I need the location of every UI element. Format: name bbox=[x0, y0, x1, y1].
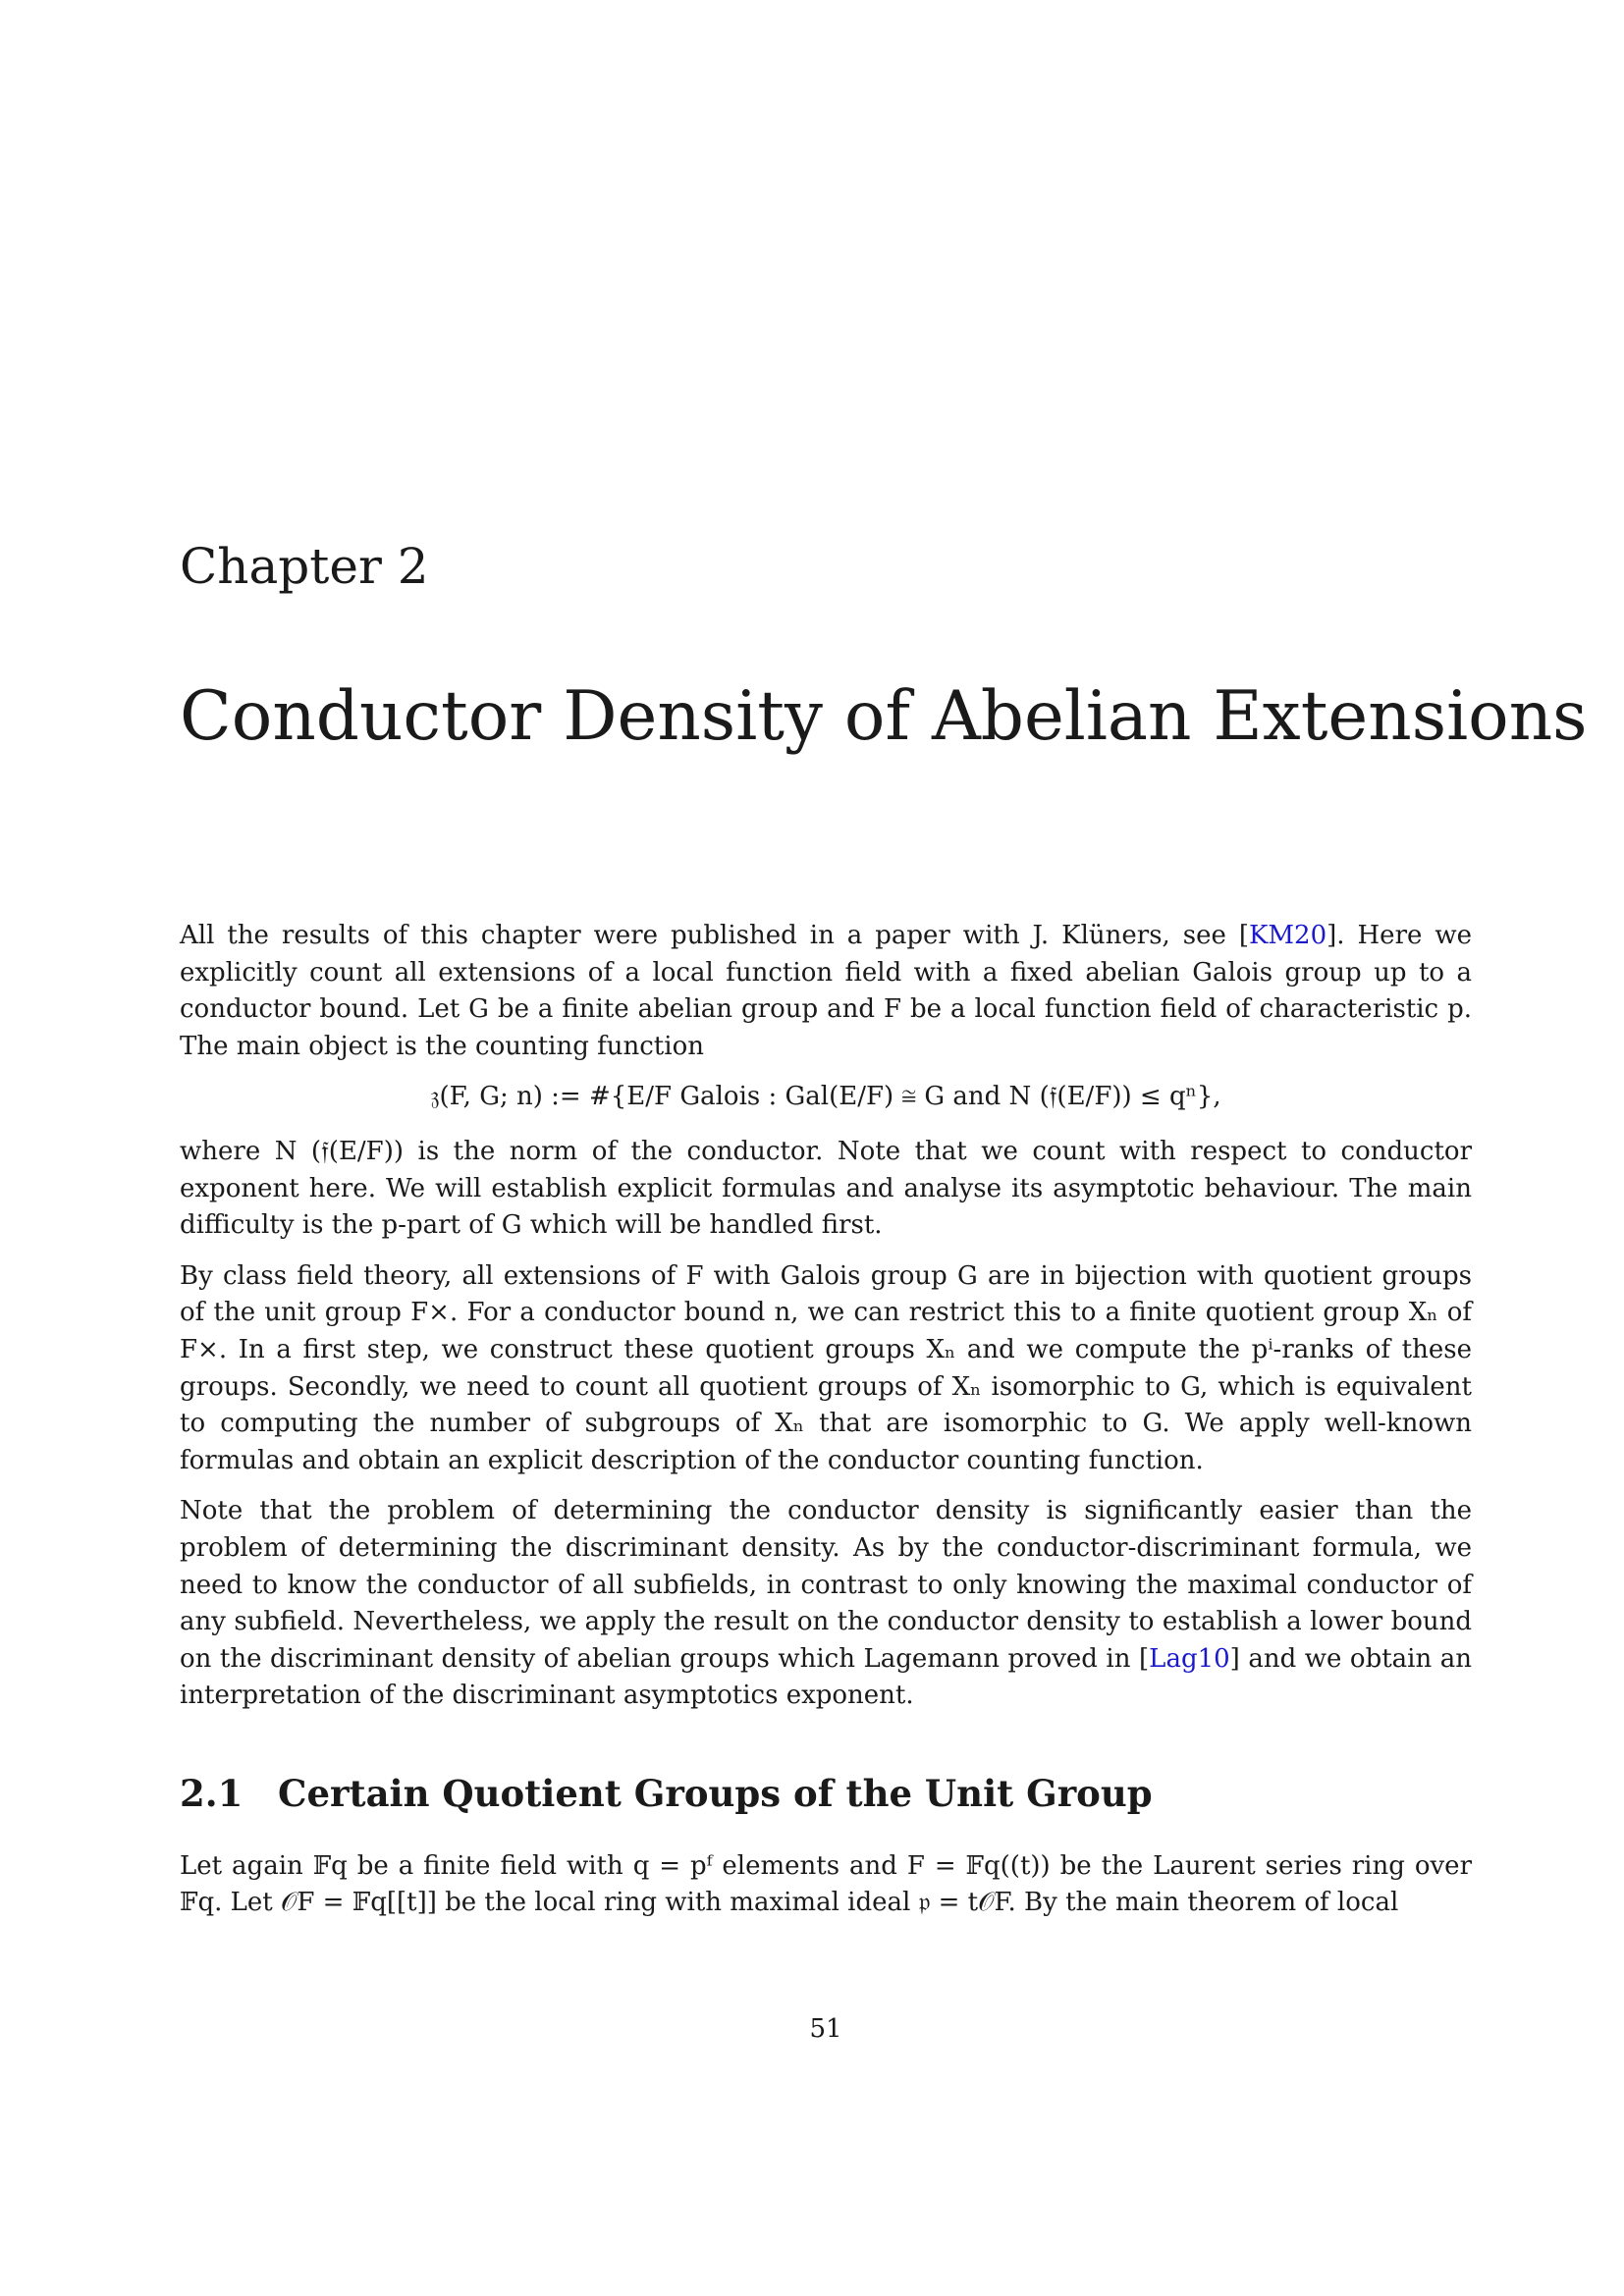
intro-p4-part-a: Note that the problem of determining the conductor density is significantly easier than the problem of determining the discriminant density. As by the conductor-discriminant formula, we need to know the conductor of all subfields, in contrast to only knowing the maximal conductor of any subfield. Nevertheless, we apply the result on the conductor density to establish a lower bound on the discriminant density of abelian groups which Lagemann proved in [ bbox=[180, 1496, 1472, 1674]
counting-function-formula: 𝔷(F, G; n) := #{E/F Galois : Gal(E/F) ≅ G and N (𝔣(E/F)) ≤ qⁿ}, bbox=[430, 1082, 1221, 1112]
intro-p4-part-b: ] and we obtain an interpretation of the discriminant asymptotics exponent. bbox=[180, 1643, 1472, 1711]
body-text bbox=[180, 918, 1472, 1936]
intro-paragraph-2: where N (𝔣(E/F)) is the norm of the conductor. Note that we count with respect to conductor exponent here. We will establish explicit formulas and analyse its asymptotic behaviour. The main difficulty is the p-part of G which will be handled first. bbox=[180, 1136, 1472, 1241]
section-paragraph-1: Let again 𝔽q be a finite field with q = pᶠ elements and F = 𝔽q((t)) be the Laurent series ring over 𝔽q. Let 𝒪F = 𝔽q[[t]] be the local ring with maximal ideal 𝔭 = t𝒪F. By the main theorem of local bbox=[180, 1850, 1472, 1918]
intro-paragraph-4 bbox=[180, 1493, 1472, 1715]
intro-p1-part-b: ]. Here we explicitly count all extensions of a local function field with a fixed abelian Galois group up to a conductor bound. Let G be a finite abelian group and F be a local function field of characteristic p. The main object is the counting function bbox=[180, 921, 1472, 1061]
page bbox=[180, 0, 1588, 2296]
page-number: 51 bbox=[809, 2014, 842, 2044]
chapter-label: Chapter 2 bbox=[180, 538, 429, 595]
section-title: Certain Quotient Groups of the Unit Group bbox=[278, 1771, 1153, 1815]
intro-paragraph-1 bbox=[180, 918, 1472, 1065]
intro-p1-part-a: All the results of this chapter were published in a paper with J. Klüners, see [ bbox=[180, 921, 1249, 950]
intro-paragraph-3: By class field theory, all extensions of F with Galois group G are in bijection with quotient groups of the unit group F×. For a conductor bound n, we can restrict this to a finite quotient group Xₙ of F×. In a first step, we construct these quotient groups Xₙ and we compute the pⁱ-ranks of these groups. Secondly, we need to count all quotient groups of Xₙ isomorphic to G, which is equivalent to computing the number of subgroups of Xₙ that are isomorphic to G. We apply well-known formulas and obtain an explicit description of the conductor counting function. bbox=[180, 1260, 1472, 1475]
citation-km20[interactable]: KM20 bbox=[1249, 921, 1327, 950]
section-heading bbox=[180, 1772, 1472, 1815]
citation-lag10[interactable]: Lag10 bbox=[1149, 1643, 1230, 1674]
section-number: 2.1 bbox=[180, 1771, 244, 1815]
chapter-title: Conductor Density of Abelian Extensions bbox=[180, 677, 1588, 756]
